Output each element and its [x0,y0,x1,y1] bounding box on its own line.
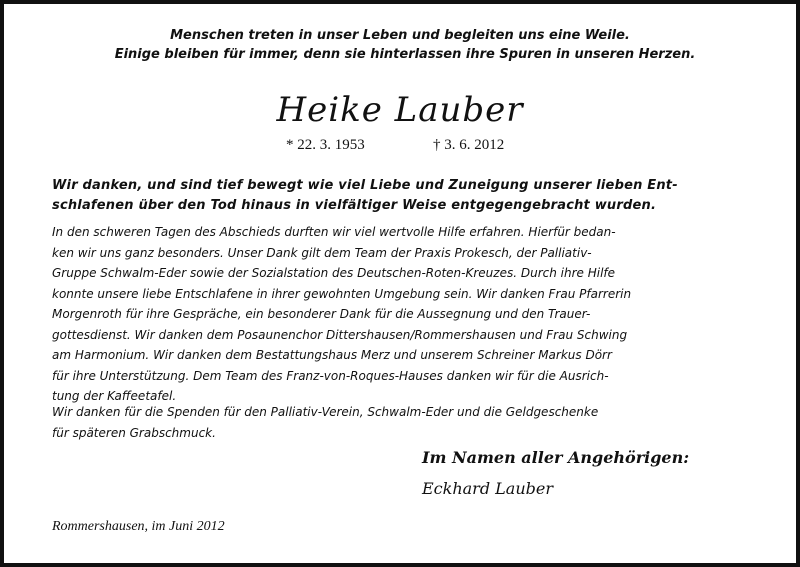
acknowledgement-paragraph [52,222,752,407]
body-line: konnte unsere liebe Entschlafene in ihrer gewohnten Umgebung sein. Wir danken Frau Pfarrerin [52,286,632,301]
signoff-title: Im Namen aller Angehörigen: [422,448,690,467]
body-line: am Harmonium. Wir danken dem Bestattungshaus Merz und unserem Schreiner Markus Dörr [52,348,612,362]
body-line: tung der Kaffeetafel. [52,389,177,403]
thanks-heading [52,176,752,216]
death-date: † 3. 6. 2012 [433,137,505,153]
intro-quote [4,26,796,64]
body-line: ken wir uns ganz besonders. Unser Dank gilt dem Team der Praxis Prokesch, der Palliativ- [52,245,592,260]
intro-line-1: Menschen treten in unser Leben und begleiten uns eine Weile. [170,28,630,43]
body-line: gottesdienst. Wir danken dem Posaunenchor Dittershausen/Rommershausen und Frau Schwing [52,327,628,342]
place-and-date: Rommershausen, im Juni 2012 [52,519,225,534]
signer-name: Eckhard Lauber [422,479,553,498]
deceased-name: Heike Lauber [276,90,524,130]
body-line: Morgenroth für ihre Gespräche, ein besonderer Dank für die Aussegnung und den Trauer- [52,307,591,321]
donations-line: Wir danken für die Spenden für den Palliativ-Verein, Schwalm-Eder und die Geldgeschenke [52,405,599,419]
donations-paragraph [52,402,752,443]
intro-line-2: Einige bleiben für immer, denn sie hinterlassen ihre Spuren in unseren Herzen. [114,47,696,62]
body-line: Gruppe Schwalm-Eder sowie der Sozialstation des Deutschen-Roten-Kreuzes. Durch ihre Hilfe [52,266,616,280]
body-line: In den schweren Tagen des Abschieds durften wir viel wertvolle Hilfe erfahren. Hierfür bedan- [52,225,616,239]
thanks-line-2: schlafenen über den Tod hinaus in vielfältiger Weise entgegengebracht wurden. [52,198,657,213]
body-line: für ihre Unterstützung. Dem Team des Franz-von-Roques-Hauses danken wir für die Ausrich- [52,368,609,383]
thanks-line-1: Wir danken, und sind tief bewegt wie viel Liebe und Zuneigung unserer lieben Ent- [52,178,678,193]
birth-date: * 22. 3. 1953 [286,137,365,153]
donations-line: für späteren Grabschmuck. [52,425,216,440]
